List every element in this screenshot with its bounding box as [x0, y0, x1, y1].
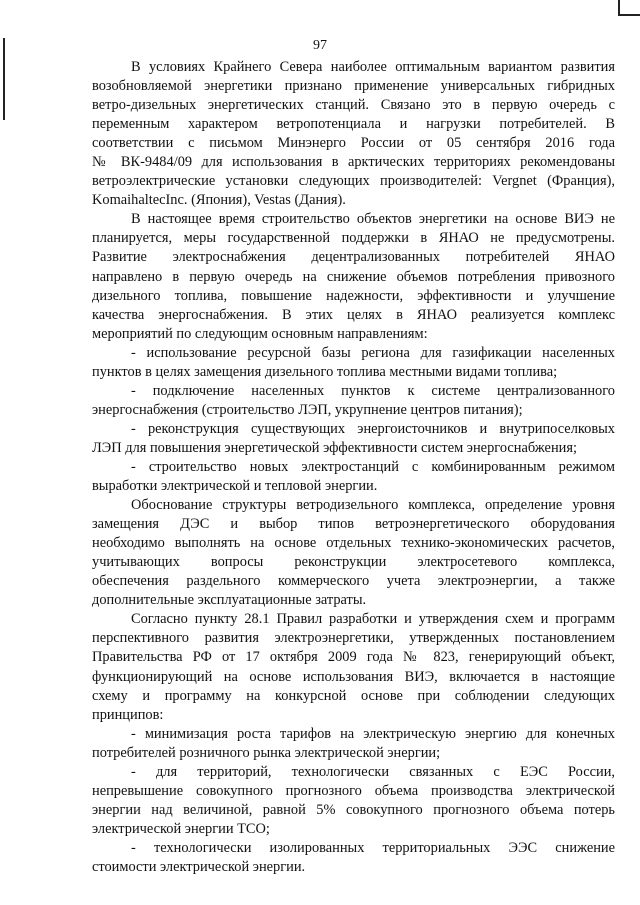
text-line: стоимости электрической энергии. — [92, 858, 306, 875]
text-line: Обоснование структуры ветродизельного комплекса, определение уровня — [131, 497, 615, 514]
text-line: ЛЭП для повышения энергетической эффективности систем энергоснабжения; — [92, 439, 577, 456]
text-line: мероприятий по следующим основным направлениям: — [92, 325, 428, 342]
text-line: энергоснабжения (строительство ЛЭП, укрупнение центров питания); — [92, 401, 523, 418]
text-line: принципов: — [92, 706, 164, 723]
text-line: - технологически изолированных территориальных ЭЭС снижение — [131, 839, 615, 856]
text-line: обеспечения раздельного коммерческого учета электроэнергии, а также — [92, 573, 615, 590]
text-line: дизельного топлива, повышение надежности, эффективности и улучшение — [92, 287, 615, 304]
text-line: - реконструкция существующих энергоисточников и внутрипоселковых — [131, 420, 615, 437]
page-number: 97 — [313, 38, 327, 53]
text-line: электрической энергии ТСО; — [92, 820, 270, 837]
text-line: - строительство новых электростанций с комбинированным режимом — [131, 458, 615, 475]
text-line: Согласно пункту 28.1 Правил разработки и утверждения схем и программ — [131, 611, 615, 628]
text-line: планируется, меры государственной поддержки в ЯНАО не предусмотрены. — [92, 230, 615, 247]
text-line: учитывающих вопросы реконструкции электросетевого комплекса, — [92, 554, 615, 571]
scan-corner-mark — [618, 0, 640, 16]
text-line: пунктов в целях замещения дизельного топлива местными видами топлива; — [92, 363, 558, 380]
text-line: дополнительные эксплуатационные затраты. — [92, 592, 367, 609]
text-line: замещения ДЭС и выбор типов ветроэнергетического оборудования — [92, 516, 615, 533]
text-line: энергии над величиной, равной 5% совокупного прогнозного объема потерь — [92, 801, 615, 818]
text-line: непревышение совокупного прогнозного объема производства электрической — [92, 782, 615, 799]
text-line: качества энергоснабжения. В этих целях в ЯНАО реализуется комплекс — [92, 306, 615, 323]
text-line: В условиях Крайнего Севера наиболее оптимальным вариантом развития — [131, 59, 615, 75]
text-line: № ВК-9484/09 для использования в арктических территориях рекомендованы — [92, 154, 615, 171]
text-line: соответствии с письмом Минэнерго России от 05 сентября 2016 года — [92, 135, 615, 152]
text-line: перспективного развития электроэнергетики, утвержденных постановлением — [92, 630, 615, 647]
text-line: ветроэлектрические установки следующих производителей: Vergnet (Франция), — [92, 173, 615, 190]
text-line: необходимо выполнять на основе отдельных технико-экономических расчетов, — [92, 535, 615, 552]
text-line: Правительства РФ от 17 октября 2009 года № 823, генерирующий объект, — [92, 649, 615, 666]
text-line: схему и программу на конкурсной основе при соблюдении следующих — [92, 687, 615, 704]
document-body — [92, 58, 615, 877]
text-line: - для территорий, технологически связанных с ЕЭС России, — [131, 763, 615, 780]
text-line: переменным характером ветропотенциала и нагрузки потребителей. В — [92, 116, 615, 133]
text-line: Развитие электроснабжения децентрализованных потребителей ЯНАО — [92, 249, 615, 266]
text-line: ветро-дизельных энергетических станций. Связано это в первую очередь с — [92, 97, 615, 114]
text-line: потребителей розничного рынка электрической энергии; — [92, 744, 441, 761]
text-line: возобновляемой энергетики признано применение универсальных гибридных — [92, 78, 615, 95]
text-line: - минимизация роста тарифов на электрическую энергию для конечных — [131, 725, 615, 742]
text-line: функционирующий на основе использования ВИЭ, включается в настоящие — [92, 668, 615, 685]
text-line: - подключение населенных пунктов к системе централизованного — [131, 382, 615, 399]
text-line: KomaihaltecInc. (Япония), Vestas (Дания). — [92, 192, 346, 209]
text-line: - использование ресурсной базы региона для газификации населенных — [131, 344, 615, 361]
text-line: направлено в первую очередь на снижение объемов потребления привозного — [92, 268, 615, 285]
text-line: В настоящее время строительство объектов энергетики на основе ВИЭ не — [131, 211, 615, 228]
text-line: выработки электрической и тепловой энергии. — [92, 478, 378, 495]
